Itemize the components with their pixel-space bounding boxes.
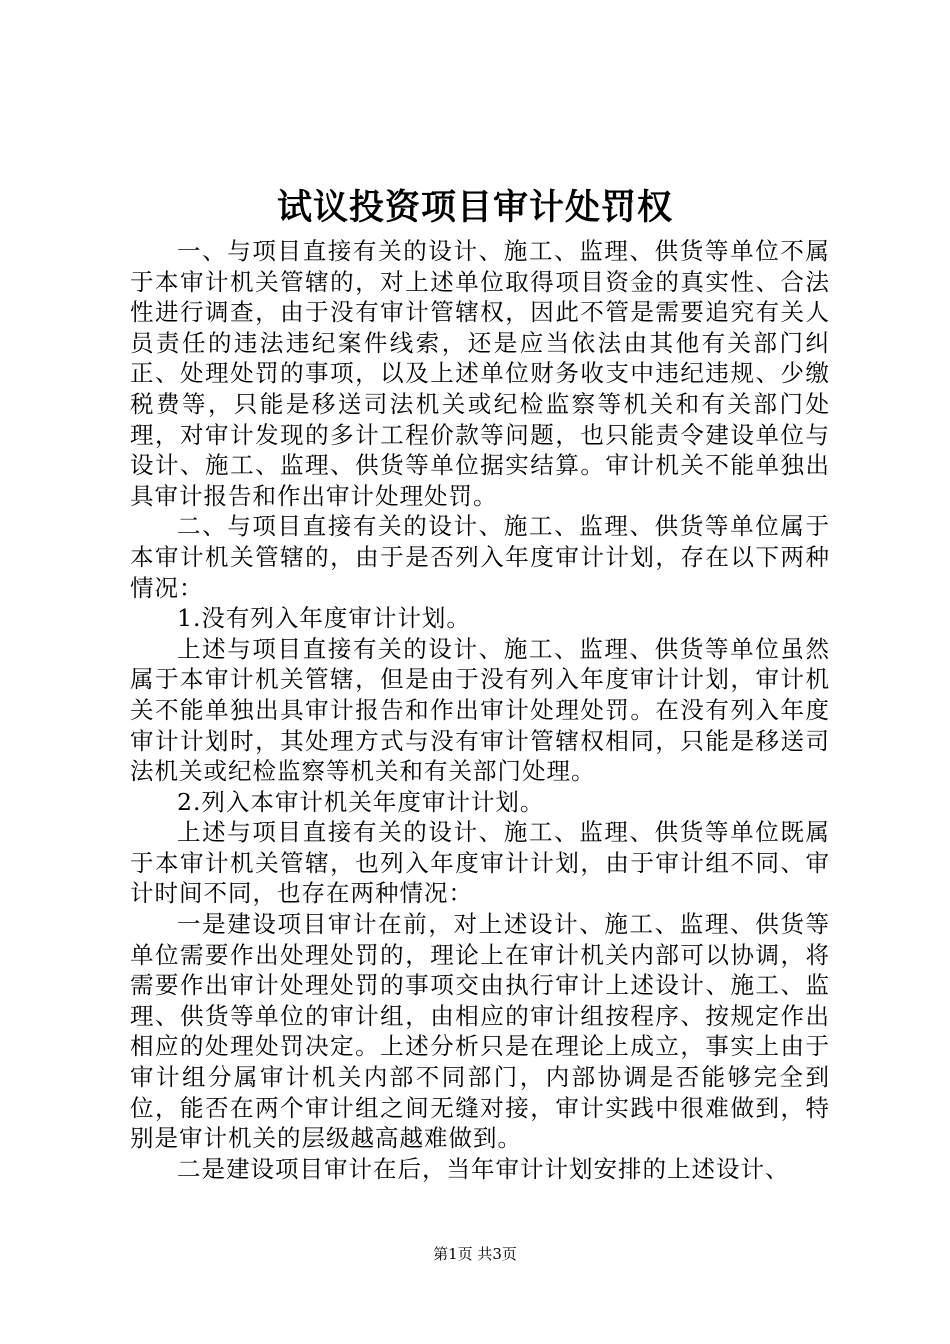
document-title: 试议投资项目审计处罚权 <box>276 187 673 228</box>
paragraph: 2.列入本审计机关年度审计计划。 <box>177 787 545 816</box>
paragraph: 二是建设项目审计在后，当年审计计划安排的上述设计、 <box>177 1154 790 1183</box>
paragraph: 二、与项目直接有关的设计、施工、监理、供货等单位属于本审计机关管辖的，由于是否列入年度审计计划，存在以下两种情况： <box>130 512 830 602</box>
document-body <box>130 236 830 1184</box>
paragraph: 一是建设项目审计在前，对上述设计、施工、监理、供货等单位需要作出处理处罚的，理论上在审计机关内部可以协调，将需要作出审计处理处罚的事项交由执行审计上述设计、施工、监理、供货等单位的审计组，由相应的审计组按程序、按规定作出相应的处理处罚决定。上述分析只是在理论上成立，事实上由于审计组分属审计机关内部不同部门，内部协调是否能够完全到位，能否在两个审计组之间无缝对接，审计实践中很难做到，特别是审计机关的层级越高越难做到。 <box>130 910 830 1153</box>
paragraph: 上述与项目直接有关的设计、施工、监理、供货等单位既属于本审计机关管辖，也列入年度审计计划，由于审计组不同、审计时间不同，也存在两种情况： <box>130 818 830 908</box>
paragraph: 1.没有列入年度审计计划。 <box>177 604 471 633</box>
page-footer: 第1页 共3页 <box>433 1245 517 1263</box>
paragraph: 一、与项目直接有关的设计、施工、监理、供货等单位不属于本审计机关管辖的，对上述单位取得项目资金的真实性、合法性进行调查，由于没有审计管辖权，因此不管是需要追究有关人员责任的违法违纪案件线索，还是应当依法由其他有关部门纠正、处理处罚的事项，以及上述单位财务收支中违纪违规、少缴税费等，只能是移送司法机关或纪检监察等机关和有关部门处理，对审计发现的多计工程价款等问题，也只能责令建设单位与设计、施工、监理、供货等单位据实结算。审计机关不能单独出具审计报告和作出审计处理处罚。 <box>130 237 830 510</box>
paragraph: 上述与项目直接有关的设计、施工、监理、供货等单位虽然属于本审计机关管辖，但是由于没有列入年度审计计划，审计机关不能单独出具审计报告和作出审计处理处罚。在没有列入年度审计计划时，其处理方式与没有审计管辖权相同，只能是移送司法机关或纪检监察等机关和有关部门处理。 <box>130 634 830 786</box>
